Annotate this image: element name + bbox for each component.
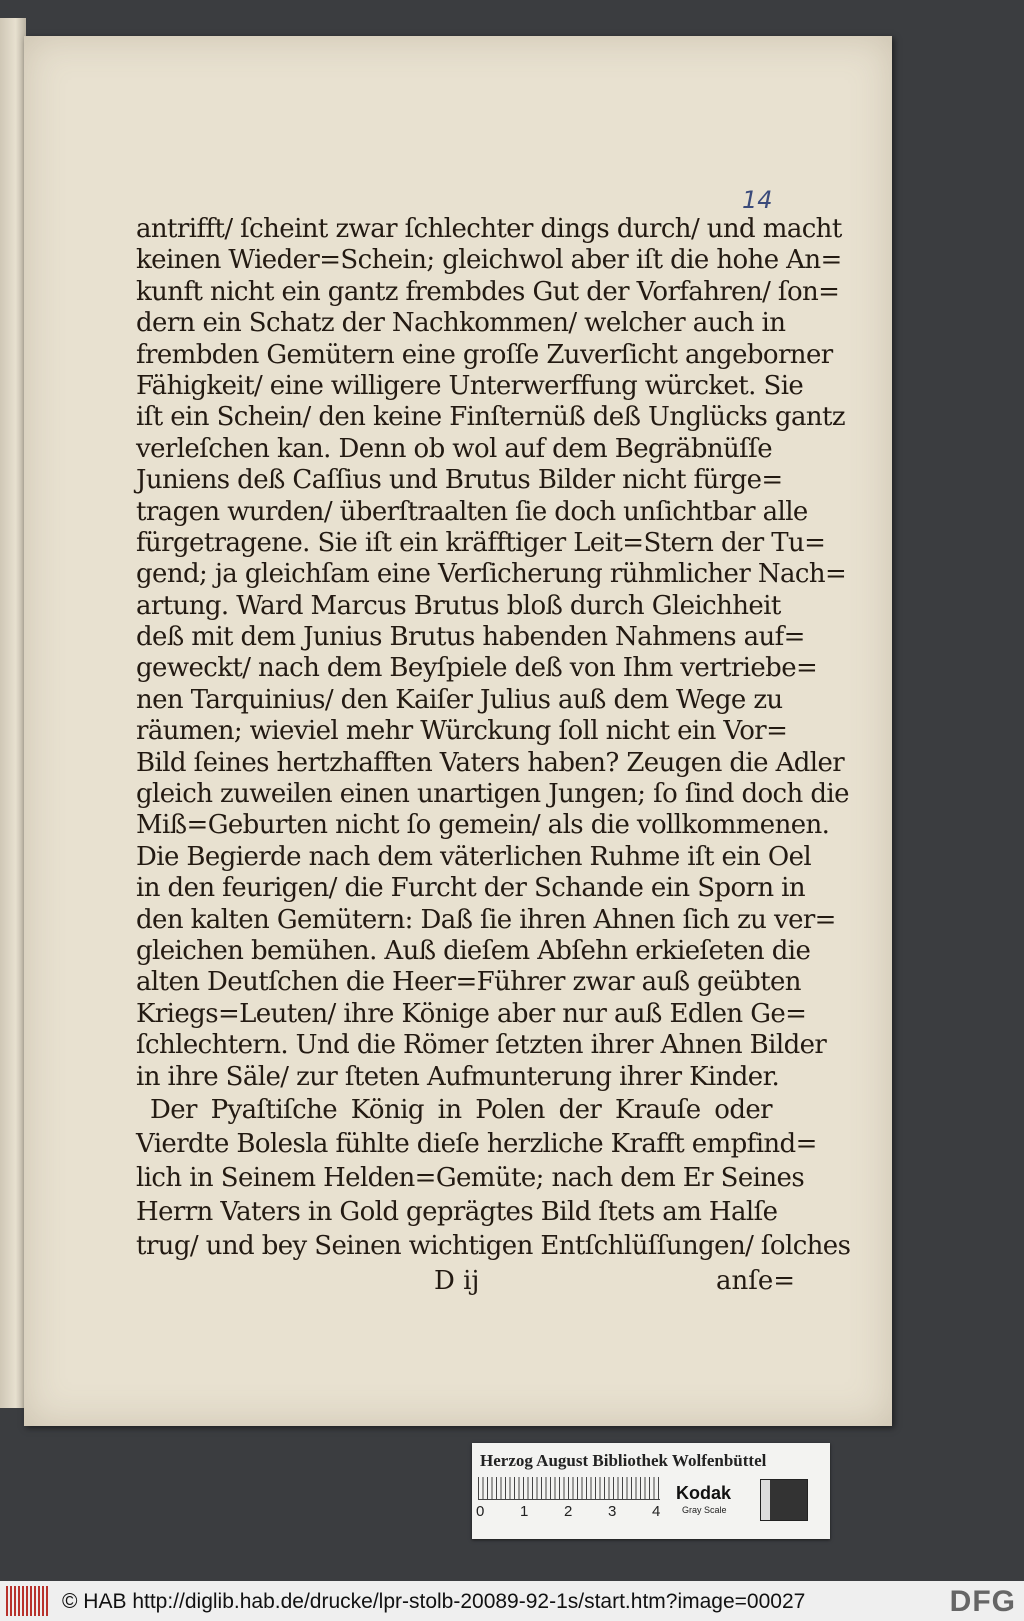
scale-ruler [478, 1477, 660, 1500]
text-line: ſchlechtern. Und die Römer ſetzten ihrer Ahnen Bilder [136, 1030, 827, 1061]
folio-number: 14 [742, 186, 773, 214]
text-line: fürgetragene. Sie iſt ein kräfftiger Leit=Stern der Tu= [136, 527, 826, 558]
ruler-number: 4 [652, 1503, 661, 1520]
text-line: lich in Seinem Helden=Gemüte; nach dem Er Seines [136, 1162, 805, 1193]
text-line: antrifft/ ſcheint zwar ſchlechter dings durch/ und macht [136, 214, 842, 244]
text-line: kunft nicht ein gantz frembdes Gut der Vorfahren/ ſon= [136, 276, 840, 307]
scanned-page [24, 36, 892, 1426]
text-line: Der Pyaſtiſche König in Polen der Krauſe oder [150, 1094, 772, 1125]
text-line: alten Deutſchen die Heer=Führer zwar auß geübten [136, 967, 801, 998]
body-text [136, 214, 851, 1263]
kodak-logo: Kodak [676, 1483, 732, 1503]
gray-swatch [760, 1479, 808, 1521]
text-line: frembden Gemütern eine groſſe Zuverſicht angeborner [136, 339, 833, 370]
text-line: deß mit dem Junius Brutus habenden Nahmens auf= [136, 622, 805, 653]
text-line: artung. Ward Marcus Brutus bloß durch Gleichheit [136, 590, 781, 621]
text-line: dern ein Schatz der Nachkommen/ welcher auch in [136, 308, 786, 339]
dfg-logo: DFG [949, 1585, 1016, 1618]
color-scale-card [472, 1443, 830, 1539]
text-line: iſt ein Schein/ den keine Finſternüß deß Unglücks gantz [136, 402, 845, 433]
ruler-number: 2 [564, 1503, 573, 1520]
text-line: verleſchen kan. Denn ob wol auf dem Begräbnüſſe [136, 433, 772, 464]
text-line: Kriegs=Leuten/ ihre Könige aber nur auß Edlen Ge= [136, 998, 807, 1029]
text-line: in den feurigen/ die Furcht der Schande ein Sporn in [136, 873, 806, 904]
footer-bar [0, 1581, 1024, 1621]
ruler-number: 3 [608, 1503, 617, 1520]
catchword: anſe= [716, 1266, 796, 1296]
text-line: gleich zuweilen einen unartigen Jungen; ſo ſind doch die [136, 779, 849, 810]
text-line: Bild ſeines hertzhafften Vaters haben? Zeugen die Adler [136, 747, 845, 778]
gray-scale-label: Gray Scale [682, 1505, 727, 1515]
text-line: tragen wurden/ überſtraalten ſie doch unſichtbar alle [136, 496, 808, 527]
ruler-number: 1 [520, 1503, 529, 1520]
text-line: Herrn Vaters in Gold geprägtes Bild ſtets am Halſe [136, 1196, 778, 1227]
text-line: Die Begierde nach dem väterlichen Ruhme iſt ein Oel [136, 841, 812, 872]
text-line: Miß=Geburten nicht ſo gemein/ als die vollkommenen. [136, 810, 830, 841]
text-line: geweckt/ nach dem Beyſpiele deß von Ihm vertriebe= [136, 653, 818, 684]
text-line: Vierdte Bolesla fühlte dieſe herzliche Krafft empfind= [136, 1128, 817, 1159]
text-line: gleichen bemühen. Auß dieſem Abſehn erkieſeten die [136, 935, 811, 966]
ruler-number: 0 [476, 1503, 485, 1520]
ruler-numbers [476, 1503, 666, 1525]
text-line: keinen Wieder=Schein; gleichwol aber iſt die hohe An= [136, 245, 842, 276]
signature-mark: D ij [434, 1266, 480, 1296]
text-line: nen Tarquinius/ den Kaiſer Julius auß dem Wege zu [136, 684, 783, 715]
text-line: in ihre Säle/ zur ſteten Aufmunterung ihrer Kinder. [136, 1061, 780, 1092]
library-name: Herzog August Bibliothek Wolfenbüttel [480, 1451, 767, 1470]
copyright-link[interactable]: © HAB http://diglib.hab.de/drucke/lpr-stolb-20089-92-1s/start.htm?image=00027 [62, 1590, 806, 1613]
text-line: räumen; wieviel mehr Würckung ſoll nicht ein Vor= [136, 716, 788, 747]
text-line: Juniens deß Caſſius und Brutus Bilder nicht fürge= [136, 465, 783, 496]
text-line: trug/ und bey Seinen wichtigen Entſchlüſſungen/ ſolches [136, 1230, 851, 1261]
text-line: den kalten Gemütern: Daß ſie ihren Ahnen ſich zu ver= [136, 904, 836, 935]
left-page-edge [0, 18, 26, 1408]
text-line: gend; ja gleichſam eine Verſicherung rühmlicher Nach= [136, 559, 847, 590]
barcode-icon [6, 1586, 48, 1616]
text-line: Fähigkeit/ eine willigere Unterwerffung würcket. Sie [136, 370, 804, 401]
